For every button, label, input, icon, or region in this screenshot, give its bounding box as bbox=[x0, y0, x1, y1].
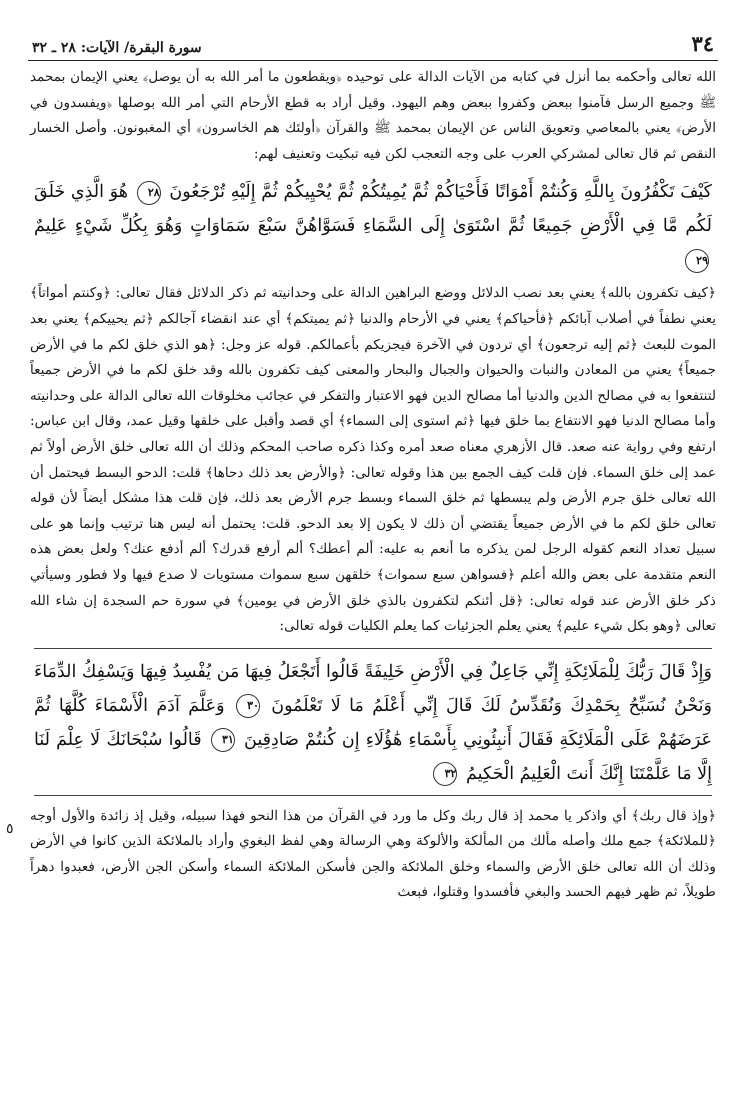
commentary-paragraph: الله تعالى وأحكمه بما أنزل في كتابه من الآيات الدالة على توحيده ﴿ويقطعون ما أمر الله به أن يوصل﴾ يعني الإيمان بمحمد ﷺ وجميع الرسل فآمنوا ببعض وكفروا ببعض وهم اليهود. وقيل أراد به قطع الأرحام التي أمر الله بوصلها ﴿ويفسدون في الأرض﴾ يعني بالمعاصي وتعويق الناس عن الإيمان بمحمد ﷺ والقرآن ﴿أولئك هم الخاسرون﴾ أي المغبونون. وأصل الخسار النقص ثم قال تعالى لمشركي العرب على وجه التعجب لكن فيه تبكيت وتعنيف لهم: bbox=[30, 69, 716, 162]
verse-31: وَعَلَّمَ آدَمَ الْأَسْمَاءَ كُلَّهَا ثُمَّ عَرَضَهُمْ عَلَى الْمَلَائِكَةِ فَقَالَ أَنبِئُونِي بِأَسْمَاءِ هَٰؤُلَاءِ إِن كُنتُمْ صَادِقِينَ bbox=[34, 695, 712, 750]
ayah-number-marker: ٣١ bbox=[211, 728, 235, 752]
verse-32: قَالُوا سُبْحَانَكَ لَا عِلْمَ لَنَا إِلَّا مَا عَلَّمْتَنَا إِنَّكَ أَنتَ الْعَلِيمُ الْحَكِيمُ bbox=[34, 729, 712, 784]
quran-verses-30-32 bbox=[34, 648, 712, 796]
commentary-paragraph: ﴿وإذ قال ربك﴾ أي واذكر يا محمد إذ قال ربك وكل ما ورد في القرآن من هذا النحو فهذا سبيله، وقيل إذ زائدة والأول أوجه ﴿للملائكة﴾ جمع ملك وأصله مألك من المألكة والألوكة وهي الرسالة وهي لفظ البغوي وأراد بالملائكة الذين كانوا في الأرض وذلك أن الله تعالى خلق الأرض والسماء وخلق الملائكة والجن فأسكن الملائكة السماء وأسكن الجن الأرض، فعبدوا دهراً طويلاً، ثم ظهر فيهم الحسد والبغي فأفسدوا وقتلوا، فبعث bbox=[30, 807, 716, 901]
ayah-number-marker: ٢٩ bbox=[685, 249, 709, 273]
ayah-number-marker: ٣٠ bbox=[236, 694, 260, 718]
ayah-number-marker: ٢٨ bbox=[137, 181, 161, 205]
quran-verses-28-29 bbox=[34, 175, 712, 277]
commentary-paragraph: ﴿كيف تكفرون بالله﴾ يعني بعد نصب الدلائل ووضع البراهين الدالة على وحدانيته ثم ذكر الدلائل فقال تعالى: ﴿وكنتم أمواتاً﴾ يعني نطفاً في أصلاب آبائكم ﴿فأحياكم﴾ يعني في الأرحام والدنيا ﴿ثم يميتكم﴾ أي عند انقضاء آجالكم ﴿ثم يحييكم﴾ يعني بعد الموت للبعث ﴿ثم إليه ترجعون﴾ أي تردون في الآخرة فيجزيكم بأعمالكم. قوله عز وجل: ﴿هو الذي خلق لكم ما في الأرض جميعاً﴾ يعني من المعادن والنبات والحيوان والجبال والبحار والمعنى كيف تكفرون بالله وقد خلق لكم ما في الأرض جميعاً لتنتفعوا به في مصالح الدين والدنيا أما مصالح الدين فهو الاعتبار والتفكر في عجائب مخلوقات الله تعالى الدالة على وحدانيته وأما مصالح الدنيا فهو الانتفاع بما خلق فيها ﴿ثم استوى إلى السماء﴾ أي قصد وأقبل على خلقها وقيل عمد، وقال ابن عباس: ارتفع وفي رواية عنه صعد. قال الأزهري معناه صعد أمره وكذا ذكره صاحب المحكم وذلك أن الله تعالى خلق الأرض أولاً ثم عمد إلى خلق السماء. فإن قلت كيف الجمع بين هذا وقوله تعالى: ﴿والأرض بعد ذلك دحاها﴾ قلت: الدحو البسط فيحتمل أن الله تعالى خلق جرم الأرض ولم يبسطها ثم خلق السماء وبسط جرم الأرض بعد ذلك، فإن قلت هذا مشكل أيضاً لأن قوله تعالى خلق لكم ما في الأرض جميعاً يقتضي أن ذلك لا يكون إلا بعد الدحو. قلت: يحتمل أنه ليس هنا ترتيب وإنما هو على سبيل تعداد النعم كقوله الرجل لمن يذكره ما أنعم به عليه: ألم أعطك؟ ألم أرفع قدرك؟ ألم أدفع عنك؟ ولعل بعض هذه النعم متقدمة على بعض والله أعلم ﴿فسواهن سبع سموات﴾ خلقهن سبع سموات مستويات لا صدع فيها ولا فطور وسيأتي ذكر خلق الأرض عند قوله تعالى: ﴿قل أئنكم لتكفرون بالذي خلق الأرض في يومين﴾ في سورة حم السجدة إن شاء الله تعالى ﴿وهو بكل شيء عليم﴾ يعني يعلم الجزئيات كما يعلم الكليات قوله تعالى: bbox=[30, 285, 716, 635]
running-header bbox=[28, 26, 718, 61]
page-number: ٣٤ bbox=[691, 31, 714, 56]
surah-title: سورة البقرة/ الآيات: ٢٨ ـ ٣٢ bbox=[32, 40, 202, 56]
verse-29: هُوَ الَّذِي خَلَقَ لَكُم مَّا فِي الْأَرْضِ جَمِيعًا ثُمَّ اسْتَوَىٰ إِلَى السَّمَاءِ فَسَوَّاهُنَّ سَبْعَ سَمَاوَاتٍ وَهُوَ بِكُلِّ شَيْءٍ عَلِيمٌ bbox=[34, 182, 712, 237]
verse-28: كَيْفَ تَكْفُرُونَ بِاللَّهِ وَكُنتُمْ أَمْوَاتًا فَأَحْيَاكُمْ ثُمَّ يُمِيتُكُمْ ثُمَّ يُحْيِيكُمْ ثُمَّ إِلَيْهِ تُرْجَعُونَ bbox=[169, 182, 712, 203]
verse-30: وَإِذْ قَالَ رَبُّكَ لِلْمَلَائِكَةِ إِنِّي جَاعِلٌ فِي الْأَرْضِ خَلِيفَةً قَالُوا أَتَجْعَلُ فِيهَا مَن يُفْسِدُ فِيهَا وَيَسْفِكُ الدِّمَاءَ وَنَحْنُ نُسَبِّحُ بِحَمْدِكَ وَنُقَدِّسُ لَكَ قَالَ إِنِّي أَعْلَمُ مَا لَا تَعْلَمُونَ bbox=[34, 661, 712, 716]
book-page bbox=[6, 26, 718, 1086]
ayah-number-marker: ٣٢ bbox=[433, 762, 457, 786]
margin-mark: ٥ bbox=[6, 821, 14, 837]
